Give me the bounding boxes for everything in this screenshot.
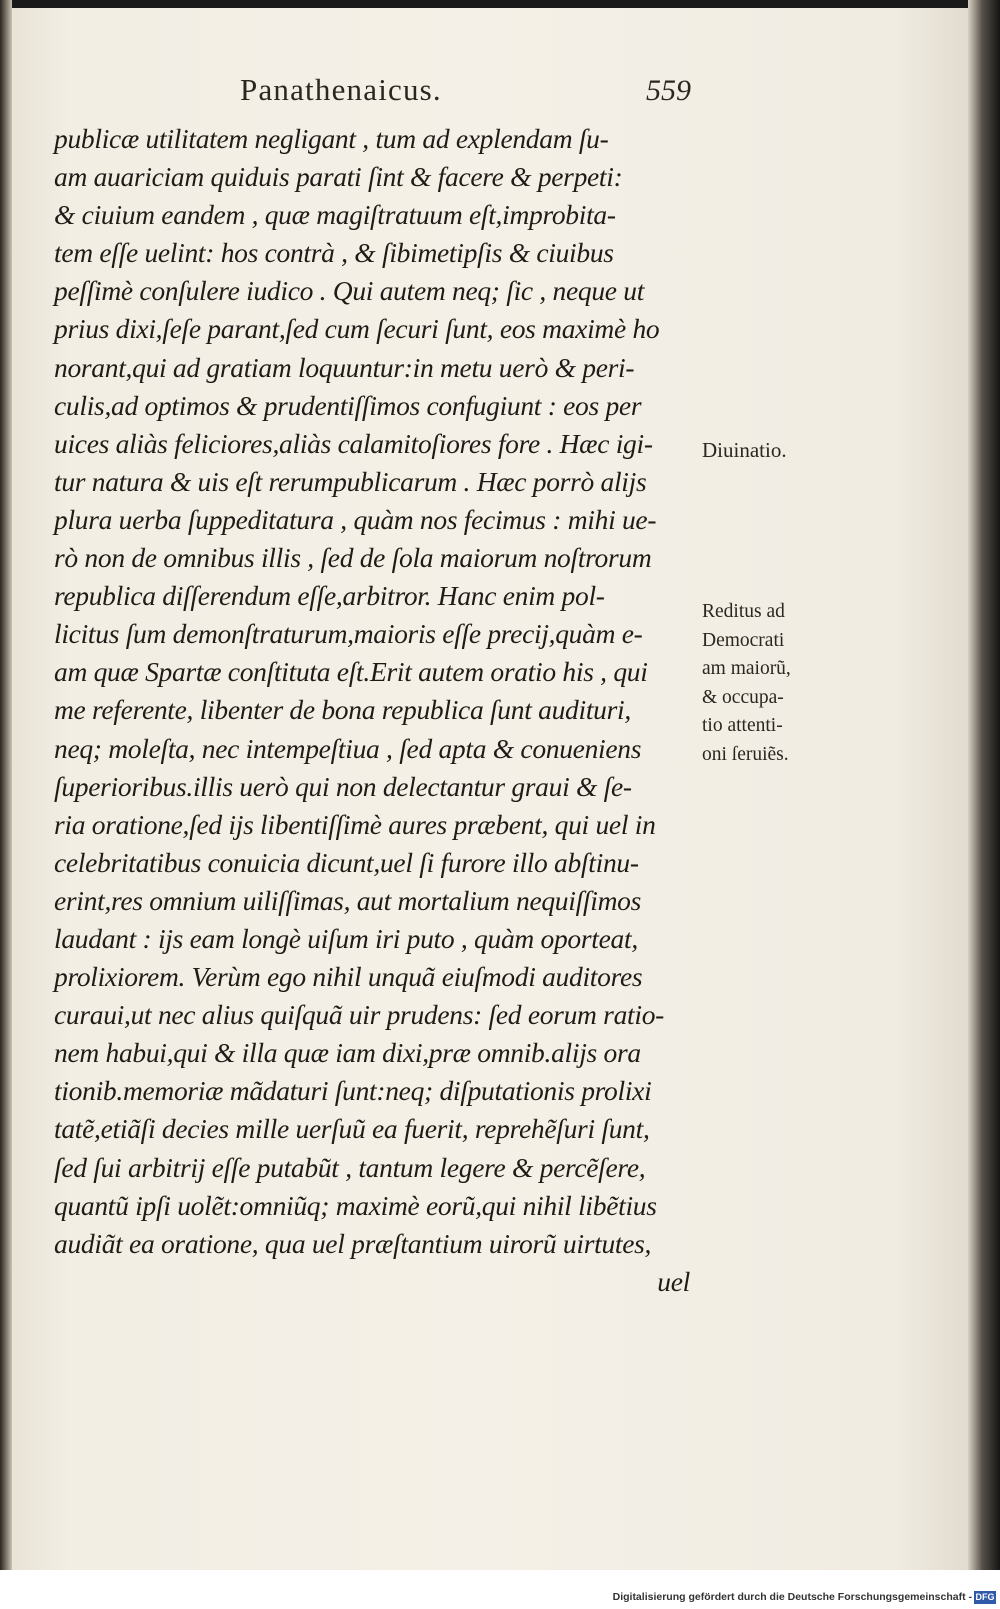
marginal-note-line: & occupa- (702, 686, 784, 708)
text-line: am auariciam quiduis parati ſint & facere & perpeti: (54, 161, 623, 193)
footer-bar (0, 1590, 1000, 1609)
marginal-note-line: tio attenti- (702, 715, 783, 736)
text-line: peſſimè conſulere iudico . Qui autem neq; ſic , neque ut (54, 275, 645, 307)
text-line: rò non de omnibus illis , ſed de ſola maiorum noſtrorum (54, 542, 652, 574)
dfg-logo: DFG (975, 1592, 995, 1602)
text-line: curaui,ut nec alius quiſquã uir prudens: ſed eorum ratio- (54, 999, 665, 1031)
text-line: tur natura & uis eſt rerumpublicarum . Hæc porrò alijs (54, 465, 647, 497)
text-line: tionib.memoriæ mãdaturi ſunt:neq; diſputationis prolixi (54, 1075, 652, 1107)
page-header (12, 72, 968, 112)
scan-edge-left (0, 0, 12, 1609)
digitization-credit: Digitalisierung gefördert durch die Deutsche Forschungsgemeinschaft - (612, 1591, 972, 1603)
text-line: erint,res omnium uiliſſimas, aut mortalium nequiſſimos (54, 884, 642, 916)
text-line: ria oratione,ſed ijs libentiſſimè aures præbent, qui uel in (54, 808, 656, 840)
text-line: uices aliàs feliciores,aliàs calamitoſiores fore . Hæc igi- (54, 427, 653, 459)
text-line: culis,ad optimos & prudentiſſimos confugiunt : eos per (54, 389, 642, 421)
marginal-note-line: oni ſeruiẽs. (702, 743, 789, 765)
text-line: licitus ſum demonſtraturum,maioris eſſe precij,quàm e- (54, 618, 643, 650)
catchword: uel (657, 1265, 690, 1297)
text-line: publicæ utilitatem negligant , tum ad explendam ſu- (54, 123, 609, 154)
text-line: laudant : ijs eam longè uiſum iri puto , quàm oporteat, (54, 922, 638, 954)
text-line: am quæ Spartæ conſtituta eſt.Erit autem oratio his , qui (54, 656, 648, 688)
text-line: norant,qui ad gratiam loquuntur:in metu uerò & peri- (54, 351, 635, 383)
text-line: tem eſſe uelint: hos contrà , & ſibimetipſis & ciuibus (54, 237, 614, 269)
text-line: prius dixi,ſeſe parant,ſed cum ſecuri ſunt, eos maximè ho (54, 313, 660, 345)
text-line: celebritatibus conuicia dicunt,uel ſi furore illo abſtinu- (54, 846, 639, 878)
text-line: prolixiorem. Verùm ego nihil unquã eiuſmodi auditores (54, 961, 643, 993)
marginal-note-diuinatio: Diuinatio. (702, 438, 787, 462)
page-number: 559 (646, 74, 691, 107)
marginal-note-line: Reditus ad (702, 601, 785, 622)
running-title: Panathenaicus. (240, 72, 442, 107)
text-line: quantũ ipſi uolẽt:omniũq; maximè eorũ,qui nihil libẽtius (54, 1189, 657, 1221)
scan-edge-right (968, 0, 1000, 1570)
text-line: audiãt ea oratione, qua uel præſtantium uirorũ uirtutes, (54, 1227, 652, 1259)
text-line: republica diſſerendum eſſe,arbitror. Hanc enim pol- (54, 580, 605, 612)
text-line: & ciuium eandem , quæ magiſtratuum eſt,improbita- (54, 199, 616, 231)
text-line: tatẽ,etiãſi decies mille uerſuũ ea fuerit, reprehẽſuri ſunt, (54, 1113, 650, 1145)
marginal-note-line: Democrati (702, 629, 785, 651)
text-line: ſuperioribus.illis uerò qui non delectantur graui & ſe- (54, 770, 632, 802)
body-text (54, 120, 690, 1301)
text-line: ſed ſui arbitrij eſſe putabũt , tantum legere & percẽſere, (54, 1151, 646, 1183)
marginal-note-line: am maiorũ, (702, 658, 791, 679)
text-line: nem habui,qui & illa quæ iam dixi,præ omnib.alijs ora (54, 1037, 641, 1069)
marginal-note-reditus (702, 598, 791, 769)
text-line: plura uerba ſuppeditatura , quàm nos fecimus : mihi ue- (54, 503, 657, 535)
text-line: me referente, libenter de bona republica ſunt audituri, (54, 694, 631, 726)
text-line: neq; moleſta, nec intempeſtiua , ſed apta & conueniens (54, 732, 642, 764)
book-page (12, 8, 968, 1570)
